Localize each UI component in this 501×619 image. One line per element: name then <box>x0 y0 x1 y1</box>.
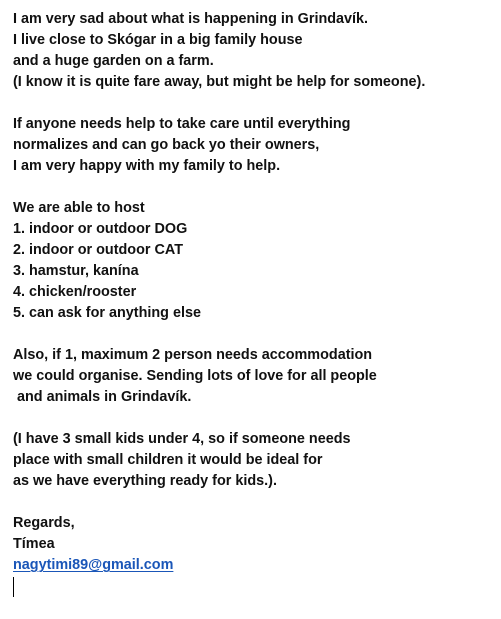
list-item: 4. chicken/rooster <box>13 284 137 300</box>
text-line: (I have 3 small kids under 4, so if someone needs <box>13 431 351 447</box>
signoff: Regards, <box>13 515 75 531</box>
text-line: (I know it is quite fare away, but might be help for someone). <box>13 74 426 90</box>
text-cursor <box>13 577 14 597</box>
email-line <box>13 555 493 576</box>
list-item: 5. can ask for anything else <box>13 305 201 321</box>
list-item: 3. hamstur, kanína <box>13 263 139 279</box>
signature-name: Tímea <box>13 536 55 552</box>
list-item: 1. indoor or outdoor DOG <box>13 221 188 237</box>
list-item: 2. indoor or outdoor CAT <box>13 242 183 258</box>
text-line: place with small children it would be ideal for <box>13 452 323 468</box>
email-link[interactable]: nagytimi89@gmail.com <box>13 557 174 573</box>
text-line: and a huge garden on a farm. <box>13 53 214 69</box>
blank-line <box>13 492 493 513</box>
blank-line <box>13 93 493 114</box>
text-line: Also, if 1, maximum 2 person needs accommodation <box>13 347 373 363</box>
text-line: we could organise. Sending lots of love for all people <box>13 368 377 384</box>
text-line: normalizes and can go back yo their owners, <box>13 137 320 153</box>
blank-line <box>13 408 493 429</box>
text-line: and animals in Grindavík. <box>13 389 192 405</box>
cursor-line <box>13 576 493 597</box>
document-body[interactable] <box>13 9 493 597</box>
text-line: I am very sad about what is happening in Grindavík. <box>13 11 369 27</box>
blank-line <box>13 324 493 345</box>
text-line: as we have everything ready for kids.). <box>13 473 277 489</box>
text-line: We are able to host <box>13 200 145 216</box>
text-line: If anyone needs help to take care until everything <box>13 116 351 132</box>
text-line: I am very happy with my family to help. <box>13 158 281 174</box>
text-line: I live close to Skógar in a big family house <box>13 32 303 48</box>
blank-line <box>13 177 493 198</box>
